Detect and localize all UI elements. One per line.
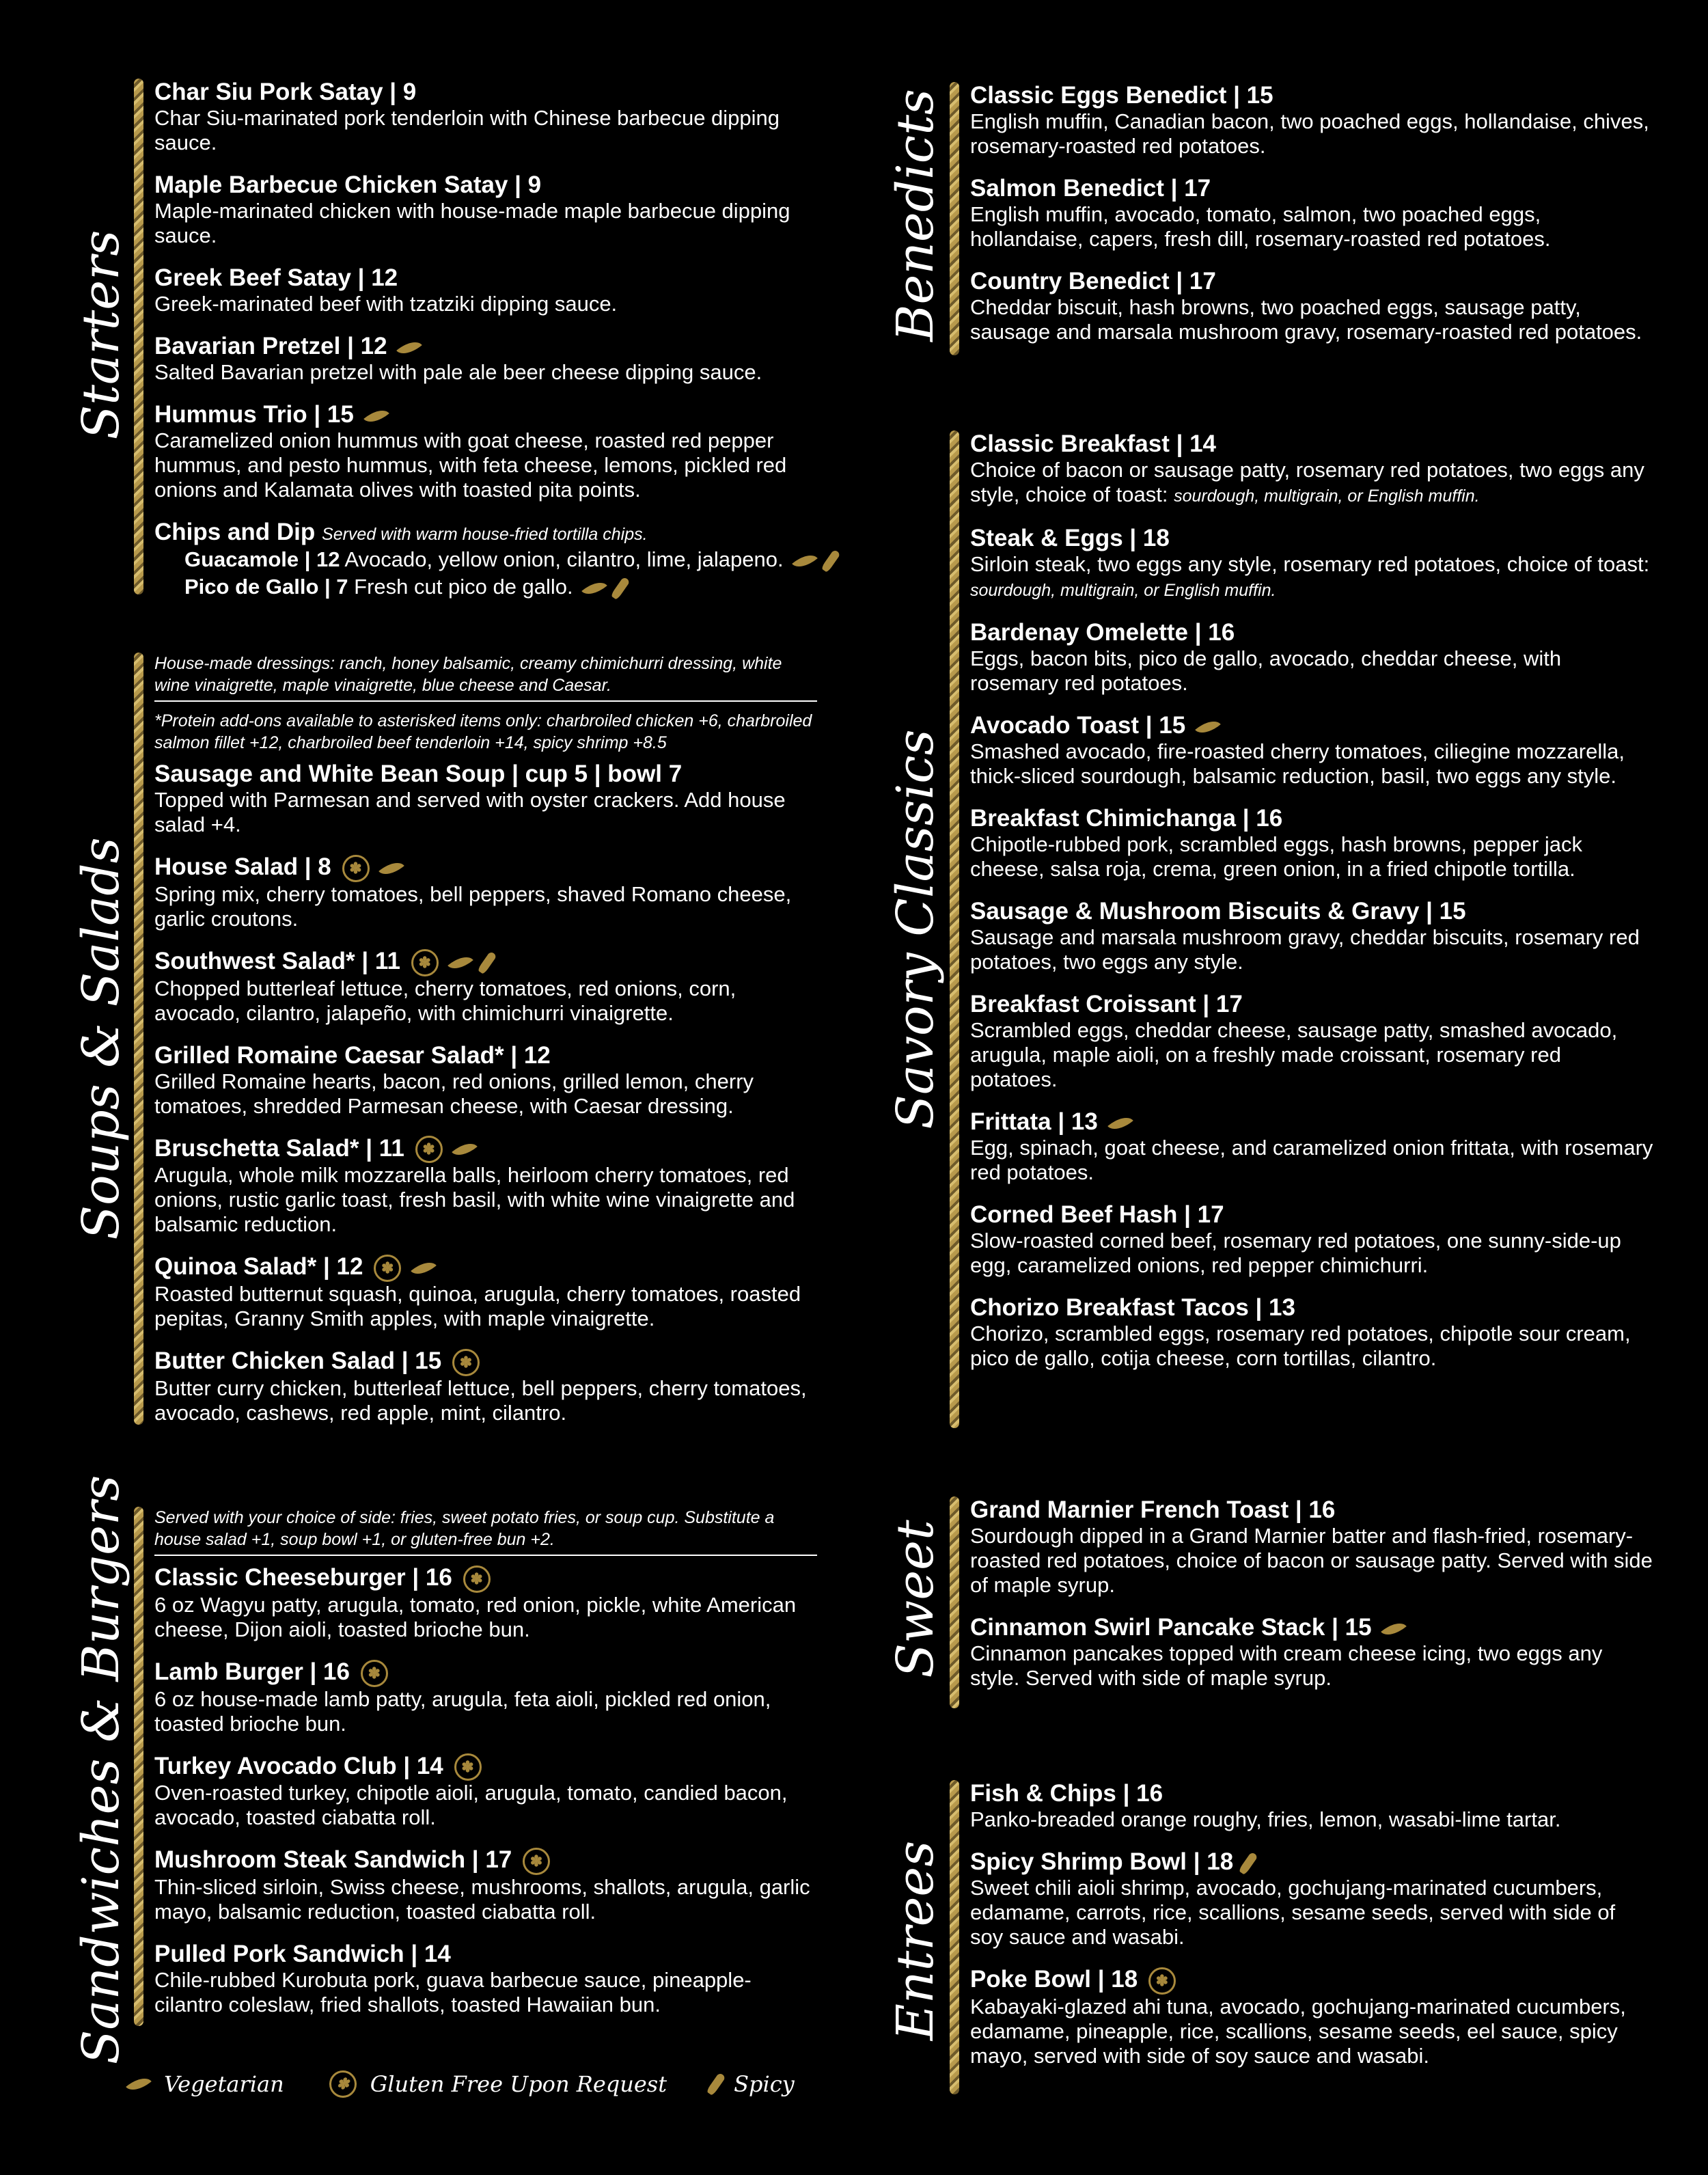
section-savory-classics — [950, 430, 1653, 1428]
item-title: Breakfast Chimichanga | 16 — [970, 805, 1283, 832]
item-description: Chile-rubbed Kurobuta pork, guava barbecue sauce, pineapple-cilantro coleslaw, fried shallots, toasted Hawaiian bun. — [154, 1968, 752, 2016]
section-entrees — [950, 1780, 1653, 2094]
menu-item — [970, 1201, 1653, 1278]
item-title: Chorizo Breakfast Tacos | 13 — [970, 1294, 1295, 1321]
leaf-icon — [1195, 715, 1221, 739]
rope-divider — [134, 653, 143, 1425]
sub-item-description: Fresh cut pico de gallo. — [354, 575, 573, 599]
item-title-row — [970, 1614, 1653, 1641]
menu-item — [154, 1658, 817, 1736]
legend-vegetarian: Vegetarian — [164, 2071, 284, 2097]
wheat-icon: ✽ — [361, 1660, 388, 1687]
item-title-row — [154, 1846, 817, 1875]
menu-item — [970, 1614, 1653, 1691]
menu-item — [154, 1941, 817, 2017]
item-title: Sausage & Mushroom Biscuits & Gravy | 15 — [970, 898, 1466, 925]
pepper-icon — [821, 549, 840, 573]
item-description: Thin-sliced sirloin, Swiss cheese, mushrooms, shallots, arugula, garlic mayo, balsamic reduction, toasted ciabatta roll. — [154, 1875, 810, 1924]
wheat-icon: ✽ — [454, 1753, 482, 1781]
item-description: Chipotle-rubbed pork, scrambled eggs, hash browns, pepper jack cheese, salsa roja, crema, green onion, in a fried chipotle tortilla. — [970, 832, 1583, 881]
menu-item — [970, 805, 1653, 881]
dressings-note: House-made dressings: ranch, honey balsamic, creamy chimichurri dressing, white wine vinaigrette, maple vinaigrette, blue cheese and Caesar. — [154, 654, 782, 695]
item-description: Panko-breaded orange roughy, fries, lemon, wasabi-lime tartar. — [970, 1807, 1561, 1831]
item-title: Corned Beef Hash | 17 — [970, 1201, 1224, 1228]
sub-item — [154, 573, 817, 601]
menu-item — [970, 82, 1653, 159]
item-description: Cinnamon pancakes topped with cream cheese icing, two eggs any style. Served with side of maple syrup. — [970, 1641, 1603, 1690]
item-description: Grilled Romaine hearts, bacon, red onions, grilled lemon, cherry tomatoes, shredded Parmesan cheese, with Caesar dressing. — [154, 1069, 754, 1118]
menu-item — [970, 525, 1653, 603]
sides-note: Served with your choice of side: fries, sweet potato fries, or soup cup. Substitute a house salad +1, soup bowl +1, or gluten-free bun +2. — [154, 1508, 775, 1549]
section-title-sandwiches-burgers: Sandwiches & Burgers — [72, 1475, 130, 2065]
item-description: Egg, spinach, goat cheese, and caramelized onion frittata, with rosemary red potatoes. — [970, 1136, 1653, 1184]
section-title-benedicts: Benedicts — [886, 89, 945, 342]
item-title: Greek Beef Satay | 12 — [154, 264, 398, 291]
legend-gluten-free: Gluten Free Upon Request — [370, 2071, 667, 2097]
item-description: Cheddar biscuit, hash browns, two poached eggs, sausage patty, sausage and marsala mushroom gravy, rosemary-roasted red potatoes. — [970, 295, 1642, 344]
rope-divider — [950, 82, 959, 355]
item-description: Roasted butternut squash, quinoa, arugula, cherry tomatoes, roasted pepitas, Granny Smith apples, with maple vinaigrette. — [154, 1282, 801, 1330]
item-title: Breakfast Croissant | 17 — [970, 991, 1243, 1017]
menu-item — [154, 1135, 817, 1237]
item-title: Classic Cheeseburger | 16 — [154, 1564, 452, 1591]
rope-divider — [950, 430, 959, 1428]
legend-spicy: Spicy — [734, 2071, 795, 2097]
item-title: Mushroom Steak Sandwich | 17 — [154, 1846, 512, 1874]
item-title-row — [154, 519, 817, 546]
item-title: Hummus Trio | 15 — [154, 401, 354, 428]
item-title: Turkey Avocado Club | 14 — [154, 1752, 443, 1779]
wheat-icon: ✽ — [452, 1349, 480, 1376]
leaf-icon — [581, 576, 607, 601]
item-description: Salted Bavarian pretzel with pale ale beer cheese dipping sauce. — [154, 360, 762, 384]
wheat-icon: ✽ — [374, 1255, 401, 1282]
section-sweet — [950, 1496, 1653, 1708]
wheat-icon: ✽ — [342, 855, 370, 882]
item-title: Fish & Chips | 16 — [970, 1780, 1163, 1807]
pepper-icon — [1238, 1851, 1258, 1875]
item-description: Char Siu-marinated pork tenderloin with Chinese barbecue dipping sauce. — [154, 106, 780, 154]
toast-options: sourdough, multigrain, or English muffin. — [1174, 487, 1480, 506]
item-description: Eggs, bacon bits, pico de gallo, avocado, cheddar cheese, with rosemary red potatoes. — [970, 646, 1562, 695]
item-title-row — [154, 333, 817, 360]
item-title: Classic Eggs Benedict | 15 — [970, 82, 1273, 109]
item-description: Smashed avocado, fire-roasted cherry tomatoes, ciliegine mozzarella, thick-sliced sourdough, balsamic reduction, basil, two eggs any style. — [970, 739, 1625, 788]
pepper-icon — [477, 950, 497, 974]
item-title: Country Benedict | 17 — [970, 268, 1216, 295]
wheat-icon: ✽ — [411, 949, 439, 976]
menu-item — [154, 79, 817, 155]
wheat-icon: ✽ — [415, 1136, 443, 1163]
item-title-row — [154, 1658, 817, 1687]
item-title-row — [970, 1848, 1653, 1876]
item-title-row — [154, 1253, 817, 1282]
menu-item — [970, 1294, 1653, 1371]
item-title: Grand Marnier French Toast | 16 — [970, 1496, 1336, 1523]
item-description: Slow-roasted corned beef, rosemary red potatoes, one sunny-side-up egg, caramelized onions, red pepper chimichurri. — [970, 1229, 1621, 1277]
section-title-entrees: Entrees — [886, 1840, 945, 2041]
item-description: 6 oz house-made lamb patty, arugula, feta aioli, pickled red onion, toasted brioche bun. — [154, 1686, 771, 1736]
menu-item — [970, 268, 1653, 344]
leaf-icon — [378, 856, 404, 881]
leaf-icon — [792, 549, 818, 573]
section-sandwiches-burgers — [134, 1507, 817, 2026]
menu-item — [970, 1496, 1653, 1598]
item-title-row — [154, 1348, 817, 1376]
section-title-savory-classics: Savory Classics — [886, 729, 945, 1130]
item-title: Bavarian Pretzel | 12 — [154, 333, 387, 359]
item-description: English muffin, avocado, tomato, salmon, two poached eggs, hollandaise, capers, fresh dill, rosemary-roasted red potatoes. — [970, 202, 1551, 251]
item-title-row — [154, 1753, 817, 1781]
menu-item — [154, 1846, 817, 1924]
item-title: Chips and Dip — [154, 519, 316, 545]
menu-item — [154, 948, 817, 1026]
item-description: Greek-marinated beef with tzatziki dipping sauce. — [154, 292, 618, 316]
legend — [123, 2070, 822, 2098]
wheat-icon: ✽ — [329, 2070, 357, 2098]
menu-item — [154, 172, 817, 248]
menu-item — [970, 430, 1653, 508]
item-description: Arugula, whole milk mozzarella balls, heirloom cherry tomatoes, red onions, rustic garlic toast, fresh basil, with white wine vinaigrette and balsamic reduction. — [154, 1163, 795, 1237]
item-description: Sweet chili aioli shrimp, avocado, gochujang-marinated cucumbers, edamame, carrots, rice, scallions, sesame seeds, served with side of soy sauce and wasabi. — [970, 1876, 1616, 1949]
divider-line — [154, 700, 817, 702]
item-description — [970, 458, 1653, 508]
menu-item — [154, 1253, 817, 1331]
menu-item — [154, 1753, 817, 1831]
sub-item — [154, 546, 817, 573]
pepper-icon — [610, 576, 630, 600]
sub-item-description: Avocado, yellow onion, cilantro, lime, jalapeno. — [344, 547, 784, 571]
item-description: Caramelized onion hummus with goat cheese, roasted red pepper hummus, and pesto hummus, with feta cheese, lemons, pickled red onions and Kalamata olives with toasted pita points. — [154, 428, 787, 502]
menu-item — [154, 519, 817, 601]
item-title: Butter Chicken Salad | 15 — [154, 1348, 442, 1374]
pepper-icon — [706, 2073, 726, 2096]
section-benedicts — [950, 82, 1653, 355]
item-title: House Salad | 8 — [154, 853, 331, 880]
item-title: Southwest Salad* | 11 — [154, 947, 400, 974]
item-title: Steak & Eggs | 18 — [970, 525, 1170, 551]
item-title: Avocado Toast | 15 — [970, 712, 1186, 739]
item-description: Topped with Parmesan and served with oyster crackers. Add house salad +4. — [154, 788, 786, 836]
item-description: Maple-marinated chicken with house-made maple barbecue dipping sauce. — [154, 199, 790, 247]
section-soups-salads — [134, 653, 817, 1425]
item-description: Chorizo, scrambled eggs, rosemary red potatoes, chipotle sour cream, pico de gallo, cotija cheese, corn tortillas, cilantro. — [970, 1322, 1631, 1370]
item-description: Sausage and marsala mushroom gravy, cheddar biscuits, rosemary red potatoes, two eggs any style. — [970, 925, 1640, 974]
item-title: Quinoa Salad* | 12 — [154, 1253, 363, 1281]
wheat-icon: ✽ — [463, 1565, 491, 1593]
item-title: Bruschetta Salad* | 11 — [154, 1134, 404, 1162]
item-description: Chopped butterleaf lettuce, cherry tomatoes, red onions, corn, avocado, cilantro, jalapeño, with chimichurri vinaigrette. — [154, 976, 736, 1025]
item-title-row — [970, 1966, 1653, 1995]
item-title-row — [154, 853, 817, 882]
item-description: English muffin, Canadian bacon, two poached eggs, hollandaise, chives, rosemary-roasted red potatoes. — [970, 109, 1649, 158]
menu-item — [154, 264, 817, 316]
menu-item — [970, 175, 1653, 251]
item-title: Spicy Shrimp Bowl | 18 — [970, 1848, 1234, 1875]
protein-note: *Protein add-ons available to asterisked items only: charbroiled chicken +6, charbroiled salmon fillet +12, charbroiled beef tenderloin +14, spicy shrimp +8.5 — [154, 711, 812, 752]
item-description: Spring mix, cherry tomatoes, bell peppers, shaved Romano cheese, garlic croutons. — [154, 881, 792, 931]
leaf-icon — [126, 2072, 152, 2096]
menu-item — [970, 991, 1653, 1092]
item-description: Kabayaki-glazed ahi tuna, avocado, gochujang-marinated cucumbers, edamame, pineapple, rice, scallions, sesame seeds, eel sauce, spicy mayo, served with side of soy sauce and wasabi. — [970, 1994, 1626, 2068]
item-note: Served with warm house-fried tortilla chips. — [322, 525, 648, 544]
item-title-row — [970, 1108, 1653, 1136]
rope-divider — [134, 79, 143, 594]
item-title: Cinnamon Swirl Pancake Stack | 15 — [970, 1614, 1372, 1641]
leaf-icon — [1107, 1111, 1133, 1136]
menu-item — [970, 898, 1653, 974]
section-title-sweet: Sweet — [886, 1520, 945, 1678]
item-title-row — [154, 1135, 817, 1164]
menu-item — [154, 1348, 817, 1425]
menu-item — [970, 619, 1653, 696]
item-title: Pulled Pork Sandwich | 14 — [154, 1941, 451, 1967]
item-title-row — [154, 1564, 817, 1593]
menu-item — [154, 853, 817, 931]
item-description-text: Sirloin steak, two eggs any style, rosemary red potatoes, choice of toast: — [970, 552, 1650, 576]
wheat-icon: ✽ — [1148, 1967, 1176, 1995]
item-description: Butter curry chicken, butterleaf lettuce, bell peppers, cherry tomatoes, avocado, cashews, red apple, mint, cilantro. — [154, 1376, 807, 1425]
item-title: Lamb Burger | 16 — [154, 1658, 350, 1685]
rope-divider — [950, 1496, 959, 1708]
item-title: Salmon Benedict | 17 — [970, 175, 1211, 202]
item-title: Sausage and White Bean Soup | cup 5 | bowl 7 — [154, 761, 683, 787]
leaf-icon — [363, 404, 389, 428]
menu-item — [154, 333, 817, 385]
item-title: Classic Breakfast | 14 — [970, 430, 1217, 457]
leaf-icon — [1381, 1617, 1407, 1641]
section-starters — [134, 79, 817, 599]
item-description: 6 oz Wagyu patty, arugula, tomato, red onion, pickle, white American cheese, Dijon aioli, toasted brioche bun. — [154, 1592, 797, 1641]
menu-item — [154, 401, 817, 502]
item-description: Oven-roasted turkey, chipotle aioli, arugula, tomato, candied bacon, avocado, toasted ciabatta roll. — [154, 1781, 788, 1830]
leaf-icon — [452, 1137, 478, 1162]
menu-item — [970, 1780, 1653, 1832]
item-title: Char Siu Pork Satay | 9 — [154, 79, 417, 105]
menu-item — [970, 1848, 1653, 1950]
rope-divider — [950, 1780, 959, 2094]
divider-line — [154, 1555, 817, 1556]
leaf-icon — [396, 336, 422, 360]
item-title-row — [154, 401, 817, 428]
item-description — [970, 552, 1653, 603]
item-title-row — [970, 712, 1653, 739]
item-title: Poke Bowl | 18 — [970, 1966, 1138, 1993]
wheat-icon: ✽ — [523, 1848, 550, 1875]
menu-item — [970, 1966, 1653, 2068]
item-description: Sourdough dipped in a Grand Marnier batter and flash-fried, rosemary-roasted red potatoes, choice of bacon or sausage patty. Served with side of maple syrup. — [970, 1524, 1653, 1597]
sub-item-title: Guacamole | 12 — [184, 547, 340, 571]
item-title: Bardenay Omelette | 16 — [970, 619, 1235, 646]
rope-divider — [134, 1507, 143, 2026]
item-title: Grilled Romaine Caesar Salad* | 12 — [154, 1041, 551, 1069]
menu-item — [154, 1042, 817, 1119]
item-title-row — [154, 948, 817, 976]
item-description: Scrambled eggs, cheddar cheese, sausage patty, smashed avocado, arugula, maple aioli, on a freshly made croissant, rosemary red potatoes. — [970, 1018, 1618, 1091]
menu-item — [970, 712, 1653, 789]
menu-item — [154, 1564, 817, 1642]
toast-options: sourdough, multigrain, or English muffin. — [970, 581, 1276, 600]
leaf-icon — [448, 950, 474, 975]
section-title-soups-salads: Soups & Salads — [72, 837, 130, 1240]
menu-item — [970, 1108, 1653, 1185]
leaf-icon — [411, 1256, 437, 1281]
menu-item — [154, 761, 817, 837]
item-description-text: Choice of bacon or sausage patty, rosemary red potatoes, two eggs any style, choice of toast: — [970, 458, 1644, 506]
section-title-starters: Starters — [72, 230, 130, 440]
item-title: Maple Barbecue Chicken Satay | 9 — [154, 172, 542, 198]
sub-item-title: Pico de Gallo | 7 — [184, 575, 348, 599]
item-title: Frittata | 13 — [970, 1108, 1098, 1135]
